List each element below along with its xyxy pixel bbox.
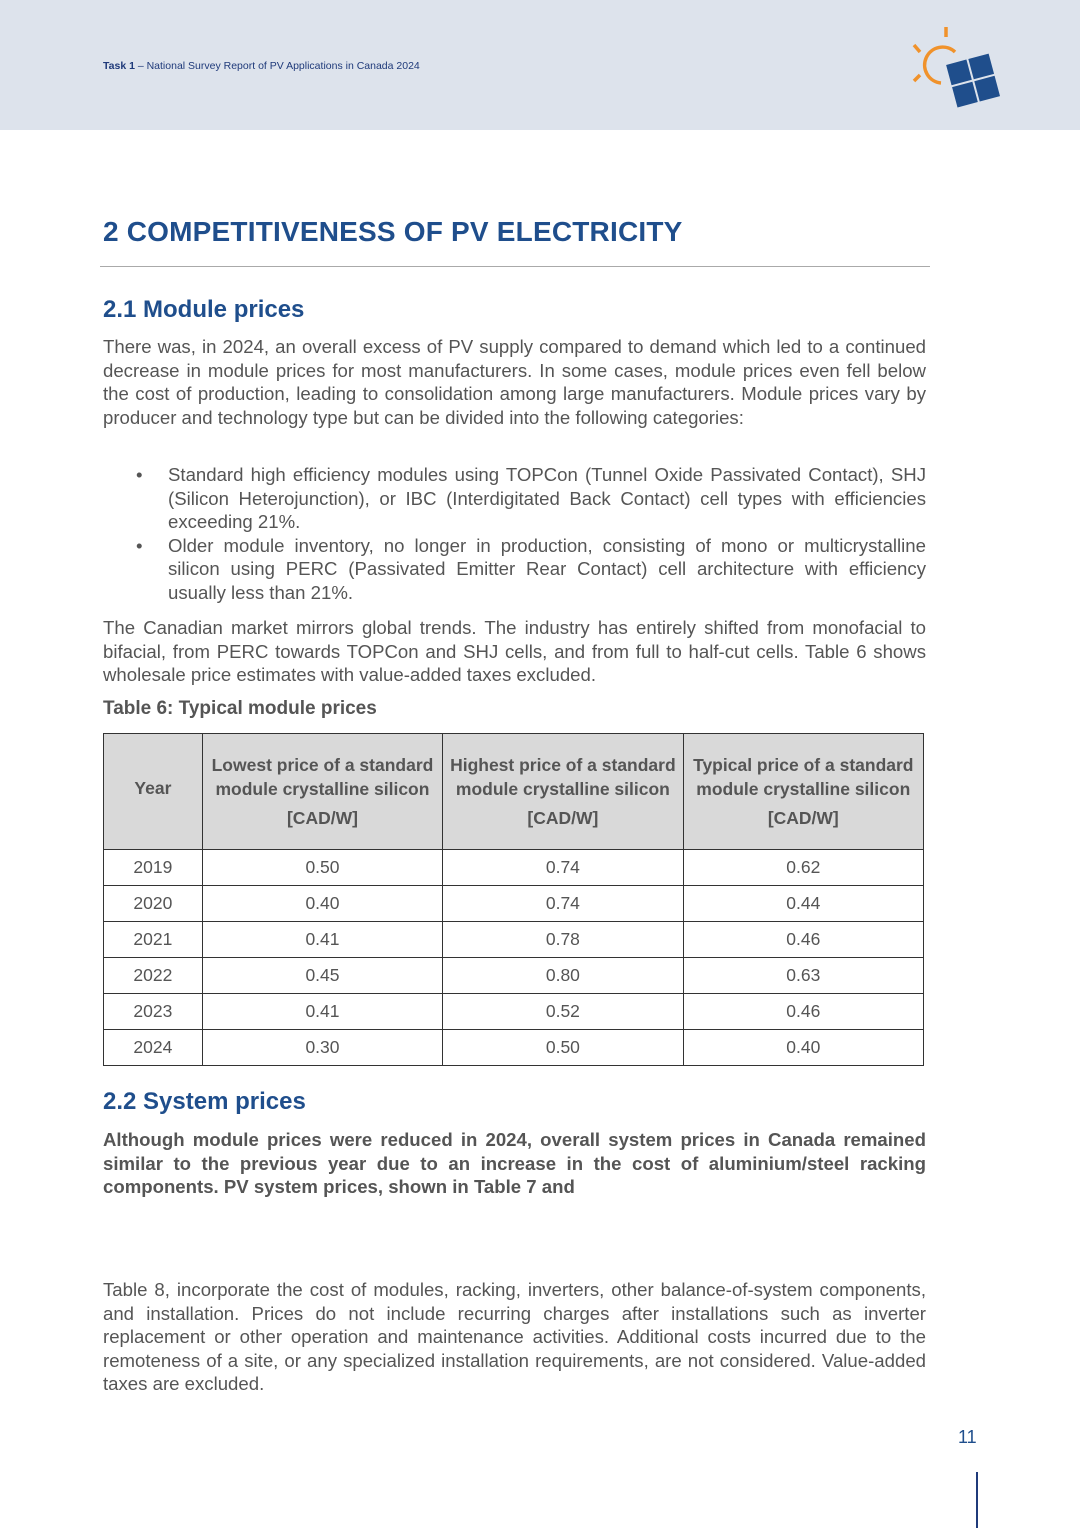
system-prices-paragraph: Table 8, incorporate the cost of modules, racking, inverters, other balance-of-system components, and installation. Prices do not include recurring charges after installations such as inverter replacement or other operation and maintenance activities. Additional costs incurred due to the remoteness of a site, or any specialized installation requirements, are not considered. Value-added taxes are excluded.	[103, 1279, 926, 1394]
table-row	[104, 1030, 924, 1066]
column-header-label: Highest price of a standard module crystalline silicon	[450, 755, 676, 799]
pv-logo-icon	[905, 25, 1005, 115]
table-cell: 0.62	[683, 850, 923, 886]
table-cell: 0.40	[683, 1030, 923, 1066]
column-header	[202, 734, 442, 850]
column-unit: [CAD/W]	[527, 808, 599, 828]
table-cell: 2024	[104, 1030, 203, 1066]
table-cell: 0.45	[202, 958, 442, 994]
chapter-title: 2 COMPETITIVENESS OF PV ELECTRICITY	[103, 216, 683, 247]
table-row	[104, 994, 924, 1030]
column-unit: [CAD/W]	[286, 808, 358, 828]
list-item	[103, 463, 926, 534]
module-prices-table	[103, 733, 924, 1066]
running-header	[103, 60, 420, 72]
table-cell: 0.78	[443, 922, 683, 958]
table-row	[104, 850, 924, 886]
table-cell: 0.40	[202, 886, 442, 922]
page-number: 11	[958, 1427, 977, 1447]
table-cell: 0.41	[202, 922, 442, 958]
table-row	[104, 922, 924, 958]
table-cell: 2021	[104, 922, 203, 958]
task-label: Task 1	[103, 60, 135, 72]
section-heading-module-prices: 2.1 Module prices	[103, 296, 305, 323]
table-cell: 2022	[104, 958, 203, 994]
table-caption: Table 6: Typical module prices	[103, 698, 377, 719]
column-unit: [CAD/W]	[767, 808, 839, 828]
table-cell: 0.30	[202, 1030, 442, 1066]
bullet-icon: •	[136, 534, 143, 556]
market-paragraph: The Canadian market mirrors global trends. The industry has entirely shifted from monofacial to bifacial, from PERC towards TOPCon and SHJ cells, and from full to half-cut cells. Table 6 shows wholesale price estimates with value-added taxes excluded.	[103, 617, 926, 685]
table-cell: 0.41	[202, 994, 442, 1030]
intro-paragraph: There was, in 2024, an overall excess of PV supply compared to demand which led to a continued decrease in module prices for most manufacturers. In some cases, module prices even fell below the cost of production, leading to consolidation among large manufacturers. Module prices vary by producer and technology type but can be divided into the following categories:	[103, 336, 926, 428]
table-row	[104, 958, 924, 994]
table-cell: 2019	[104, 850, 203, 886]
table-cell: 0.44	[683, 886, 923, 922]
column-header-label: Typical price of a standard module crystalline silicon	[693, 755, 914, 799]
table-row	[104, 886, 924, 922]
system-prices-bold-paragraph: Although module prices were reduced in 2024, overall system prices in Canada remained similar to the previous year due to an increase in the cost of aluminium/steel racking components. PV system prices, shown in Table 7 and	[103, 1129, 926, 1197]
column-header	[683, 734, 923, 850]
section-heading-system-prices: 2.2 System prices	[103, 1088, 306, 1115]
column-header	[443, 734, 683, 850]
column-header-label: Year	[134, 777, 172, 798]
table-cell: 0.46	[683, 994, 923, 1030]
table-cell: 0.80	[443, 958, 683, 994]
table-header-row	[104, 734, 924, 850]
table-body	[104, 850, 924, 1066]
table-cell: 0.74	[443, 850, 683, 886]
bullet-icon: •	[136, 464, 143, 485]
module-categories-list	[103, 463, 926, 604]
report-title: – National Survey Report of PV Applications in Canada 2024	[134, 60, 420, 72]
table-cell: 2023	[104, 994, 203, 1030]
list-item-text: Older module inventory, no longer in production, consisting of mono or multicrystalline silicon using PERC (Passivated Emitter Rear Contact) cell architecture with efficiency usually less than 21%.	[168, 534, 926, 603]
table-cell: 0.50	[202, 850, 442, 886]
page-margin-line	[976, 1472, 978, 1528]
column-header-label: Lowest price of a standard module crystalline silicon	[211, 755, 434, 799]
list-item-text: Standard high efficiency modules using TOPCon (Tunnel Oxide Passivated Contact), SHJ (Silicon Heterojunction), or IBC (Interdigitated Back Contact) cell types with efficiencies exceeding 21%.	[168, 464, 926, 532]
table-cell: 0.46	[683, 922, 923, 958]
table-cell: 2020	[104, 886, 203, 922]
table-cell: 0.52	[443, 994, 683, 1030]
column-header	[104, 734, 203, 850]
table-cell: 0.50	[443, 1030, 683, 1066]
table-cell: 0.74	[443, 886, 683, 922]
list-item	[103, 534, 926, 605]
title-divider	[100, 266, 930, 267]
table-cell: 0.63	[683, 958, 923, 994]
